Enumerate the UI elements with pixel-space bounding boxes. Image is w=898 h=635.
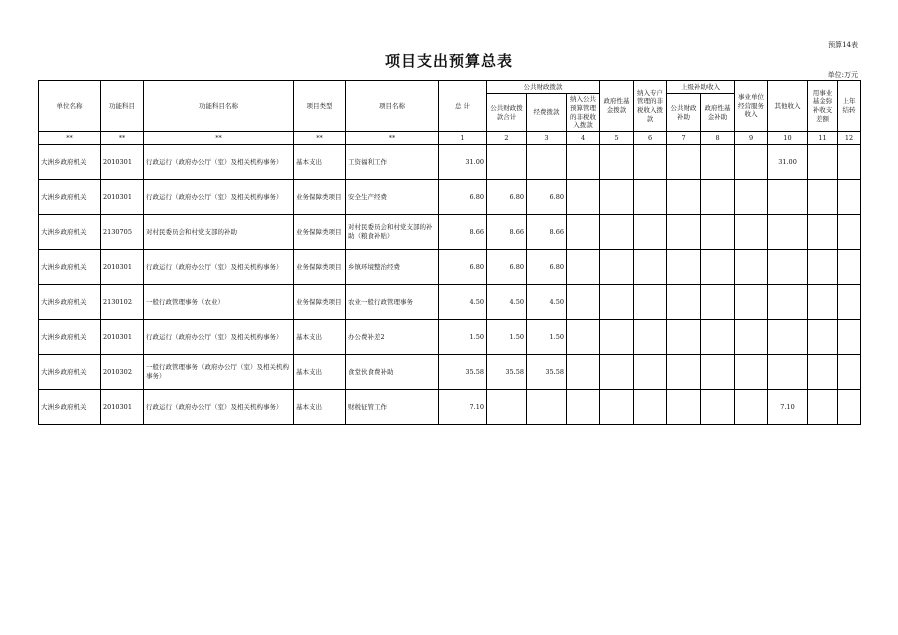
cell-gov-fund xyxy=(600,355,634,390)
cell-funding xyxy=(527,145,567,180)
cell-service-income xyxy=(735,215,768,250)
cell-public-fiscal-total: 8.66 xyxy=(487,215,527,250)
cell-total: 4.50 xyxy=(439,285,487,320)
cell-funding: 8.66 xyxy=(527,215,567,250)
column-number-row xyxy=(39,132,861,145)
cell-special-public xyxy=(567,390,600,425)
cell-unit-name: 大洲乡政府机关 xyxy=(39,180,101,215)
cell-other-income xyxy=(768,285,808,320)
column-number-cell: 7 xyxy=(667,132,701,145)
cell-fund-balance xyxy=(808,390,838,425)
table-row xyxy=(39,285,861,320)
header-public-fiscal-total: 公共财政拨款合计 xyxy=(487,94,527,132)
cell-fund-balance xyxy=(808,320,838,355)
cell-unit-name: 大洲乡政府机关 xyxy=(39,320,101,355)
column-number-cell: 10 xyxy=(768,132,808,145)
table-row xyxy=(39,355,861,390)
cell-special-non-tax xyxy=(634,390,667,425)
budget-table xyxy=(38,80,861,425)
header-public-fiscal: 公共财政拨款 xyxy=(487,81,600,94)
header-upper-subsidy: 上级补助收入 xyxy=(667,81,735,94)
cell-upper-public xyxy=(667,390,701,425)
cell-fund-balance xyxy=(808,355,838,390)
cell-proj-name: 财税征管工作 xyxy=(346,390,439,425)
cell-fund-balance xyxy=(808,145,838,180)
cell-other-income xyxy=(768,215,808,250)
header-special-public: 纳入公共预算管理的非税收入拨款 xyxy=(567,94,600,132)
cell-gov-fund xyxy=(600,180,634,215)
column-number-cell: ** xyxy=(101,132,144,145)
cell-other-income xyxy=(768,320,808,355)
cell-upper-gov-fund xyxy=(701,145,735,180)
cell-func-code: 2130102 xyxy=(101,285,144,320)
cell-func-code: 2010302 xyxy=(101,355,144,390)
table-row xyxy=(39,250,861,285)
form-number: 预算14表 xyxy=(828,41,858,49)
cell-last-year xyxy=(838,145,861,180)
cell-special-non-tax xyxy=(634,215,667,250)
cell-unit-name: 大洲乡政府机关 xyxy=(39,355,101,390)
cell-special-public xyxy=(567,215,600,250)
cell-special-non-tax xyxy=(634,250,667,285)
table-row xyxy=(39,215,861,250)
cell-special-public xyxy=(567,320,600,355)
cell-upper-public xyxy=(667,180,701,215)
cell-special-public xyxy=(567,250,600,285)
cell-gov-fund xyxy=(600,145,634,180)
column-number-cell: ** xyxy=(294,132,346,145)
cell-func-name: 行政运行（政府办公厅（室）及相关机构事务） xyxy=(144,250,294,285)
header-fund-balance: 用事业基金弥补收支差额 xyxy=(808,81,838,132)
cell-last-year xyxy=(838,355,861,390)
cell-unit-name: 大洲乡政府机关 xyxy=(39,145,101,180)
cell-other-income xyxy=(768,180,808,215)
cell-last-year xyxy=(838,215,861,250)
cell-func-name: 行政运行（政府办公厅（室）及相关机构事务） xyxy=(144,145,294,180)
cell-total: 6.80 xyxy=(439,250,487,285)
cell-fund-balance xyxy=(808,250,838,285)
cell-upper-gov-fund xyxy=(701,355,735,390)
cell-unit-name: 大洲乡政府机关 xyxy=(39,250,101,285)
cell-upper-gov-fund xyxy=(701,215,735,250)
column-number-cell: 2 xyxy=(487,132,527,145)
cell-upper-public xyxy=(667,215,701,250)
cell-funding: 4.50 xyxy=(527,285,567,320)
table-row xyxy=(39,320,861,355)
column-number-cell: 6 xyxy=(634,132,667,145)
cell-total: 35.58 xyxy=(439,355,487,390)
cell-gov-fund xyxy=(600,390,634,425)
cell-funding: 6.80 xyxy=(527,180,567,215)
header-upper-gov-fund: 政府性基金补助 xyxy=(701,94,735,132)
cell-unit-name: 大洲乡政府机关 xyxy=(39,390,101,425)
table-row xyxy=(39,180,861,215)
cell-last-year xyxy=(838,250,861,285)
cell-special-public xyxy=(567,355,600,390)
cell-upper-gov-fund xyxy=(701,180,735,215)
cell-upper-gov-fund xyxy=(701,320,735,355)
cell-service-income xyxy=(735,390,768,425)
cell-public-fiscal-total: 6.80 xyxy=(487,180,527,215)
cell-upper-public xyxy=(667,355,701,390)
cell-upper-gov-fund xyxy=(701,390,735,425)
cell-upper-gov-fund xyxy=(701,250,735,285)
header-service-income: 事业单位经营服务收入 xyxy=(735,81,768,132)
cell-total: 1.50 xyxy=(439,320,487,355)
column-number-cell: 8 xyxy=(701,132,735,145)
cell-func-code: 2130705 xyxy=(101,215,144,250)
column-number-cell: 4 xyxy=(567,132,600,145)
cell-funding: 35.58 xyxy=(527,355,567,390)
column-number-cell: 5 xyxy=(600,132,634,145)
cell-proj-type: 业务保障类项目 xyxy=(294,180,346,215)
page-title: 项目支出预算总表 xyxy=(384,52,513,70)
cell-other-income: 31.00 xyxy=(768,145,808,180)
header-func-name: 功能科目名称 xyxy=(144,81,294,132)
column-number-cell: ** xyxy=(144,132,294,145)
cell-gov-fund xyxy=(600,320,634,355)
cell-proj-name: 食堂伙食费补助 xyxy=(346,355,439,390)
cell-special-public xyxy=(567,285,600,320)
cell-last-year xyxy=(838,320,861,355)
column-number-cell: 12 xyxy=(838,132,861,145)
header-row-top xyxy=(39,81,861,94)
cell-func-code: 2010301 xyxy=(101,180,144,215)
cell-service-income xyxy=(735,320,768,355)
column-number-cell: 1 xyxy=(439,132,487,145)
cell-public-fiscal-total: 1.50 xyxy=(487,320,527,355)
header-other-income: 其他收入 xyxy=(768,81,808,132)
cell-fund-balance xyxy=(808,180,838,215)
table-row xyxy=(39,145,861,180)
cell-special-non-tax xyxy=(634,145,667,180)
cell-func-code: 2010301 xyxy=(101,145,144,180)
cell-special-public xyxy=(567,145,600,180)
cell-func-name: 行政运行（政府办公厅（室）及相关机构事务） xyxy=(144,320,294,355)
cell-func-name: 行政运行（政府办公厅（室）及相关机构事务） xyxy=(144,390,294,425)
cell-service-income xyxy=(735,355,768,390)
cell-proj-type: 基本支出 xyxy=(294,145,346,180)
header-proj-type: 项目类型 xyxy=(294,81,346,132)
cell-public-fiscal-total: 35.58 xyxy=(487,355,527,390)
cell-public-fiscal-total: 6.80 xyxy=(487,250,527,285)
cell-proj-name: 安全生产经费 xyxy=(346,180,439,215)
cell-func-name: 一般行政管理事务（政府办公厅（室）及相关机构事务） xyxy=(144,355,294,390)
cell-gov-fund xyxy=(600,250,634,285)
header-proj-name: 项目名称 xyxy=(346,81,439,132)
cell-proj-name: 办公费补差2 xyxy=(346,320,439,355)
cell-last-year xyxy=(838,180,861,215)
header-unit-name: 单位名称 xyxy=(39,81,101,132)
cell-total: 31.00 xyxy=(439,145,487,180)
column-number-cell: ** xyxy=(39,132,101,145)
column-number-cell: 11 xyxy=(808,132,838,145)
header-special-non-tax: 纳入专户管理的非税收入拨款 xyxy=(634,81,667,132)
cell-unit-name: 大洲乡政府机关 xyxy=(39,215,101,250)
cell-gov-fund xyxy=(600,215,634,250)
header-last-year: 上年结转 xyxy=(838,81,861,132)
cell-proj-type: 基本支出 xyxy=(294,355,346,390)
cell-last-year xyxy=(838,285,861,320)
cell-service-income xyxy=(735,180,768,215)
cell-unit-name: 大洲乡政府机关 xyxy=(39,285,101,320)
cell-service-income xyxy=(735,250,768,285)
cell-special-non-tax xyxy=(634,320,667,355)
unit-label: 单位:万元 xyxy=(827,71,858,79)
cell-proj-name: 乡镇环境整治经费 xyxy=(346,250,439,285)
cell-upper-public xyxy=(667,145,701,180)
cell-func-code: 2010301 xyxy=(101,320,144,355)
cell-func-name: 行政运行（政府办公厅（室）及相关机构事务） xyxy=(144,180,294,215)
cell-public-fiscal-total xyxy=(487,390,527,425)
cell-fund-balance xyxy=(808,215,838,250)
cell-last-year xyxy=(838,390,861,425)
cell-other-income xyxy=(768,355,808,390)
cell-upper-gov-fund xyxy=(701,285,735,320)
header-upper-public: 公共财政补助 xyxy=(667,94,701,132)
cell-total: 8.66 xyxy=(439,215,487,250)
cell-proj-name: 农业一般行政管理事务 xyxy=(346,285,439,320)
table-row xyxy=(39,390,861,425)
cell-funding: 1.50 xyxy=(527,320,567,355)
column-number-cell: ** xyxy=(346,132,439,145)
cell-proj-type: 基本支出 xyxy=(294,390,346,425)
cell-other-income: 7.10 xyxy=(768,390,808,425)
cell-proj-type: 业务保障类项目 xyxy=(294,215,346,250)
cell-service-income xyxy=(735,285,768,320)
header-total: 总 计 xyxy=(439,81,487,132)
cell-special-non-tax xyxy=(634,285,667,320)
cell-funding xyxy=(527,390,567,425)
cell-upper-public xyxy=(667,250,701,285)
column-number-cell: 9 xyxy=(735,132,768,145)
cell-upper-public xyxy=(667,285,701,320)
header-gov-fund: 政府性基金拨款 xyxy=(600,81,634,132)
cell-proj-name: 对村民委员会和村党支部的补助（粮食补贴） xyxy=(346,215,439,250)
cell-func-code: 2010301 xyxy=(101,250,144,285)
cell-gov-fund xyxy=(600,285,634,320)
cell-proj-type: 基本支出 xyxy=(294,320,346,355)
cell-func-name: 一般行政管理事务（农业） xyxy=(144,285,294,320)
cell-total: 7.10 xyxy=(439,390,487,425)
cell-upper-public xyxy=(667,320,701,355)
cell-special-non-tax xyxy=(634,355,667,390)
cell-public-fiscal-total: 4.50 xyxy=(487,285,527,320)
cell-funding: 6.80 xyxy=(527,250,567,285)
cell-other-income xyxy=(768,250,808,285)
cell-proj-type: 业务保障类项目 xyxy=(294,285,346,320)
header-funding: 经费拨款 xyxy=(527,94,567,132)
cell-special-non-tax xyxy=(634,180,667,215)
cell-func-name: 对村民委员会和村党支部的补助 xyxy=(144,215,294,250)
cell-proj-type: 业务保障类项目 xyxy=(294,250,346,285)
cell-total: 6.80 xyxy=(439,180,487,215)
cell-proj-name: 工资福利工作 xyxy=(346,145,439,180)
header-func-code: 功能科目 xyxy=(101,81,144,132)
cell-func-code: 2010301 xyxy=(101,390,144,425)
cell-service-income xyxy=(735,145,768,180)
cell-public-fiscal-total xyxy=(487,145,527,180)
cell-special-public xyxy=(567,180,600,215)
cell-fund-balance xyxy=(808,285,838,320)
column-number-cell: 3 xyxy=(527,132,567,145)
